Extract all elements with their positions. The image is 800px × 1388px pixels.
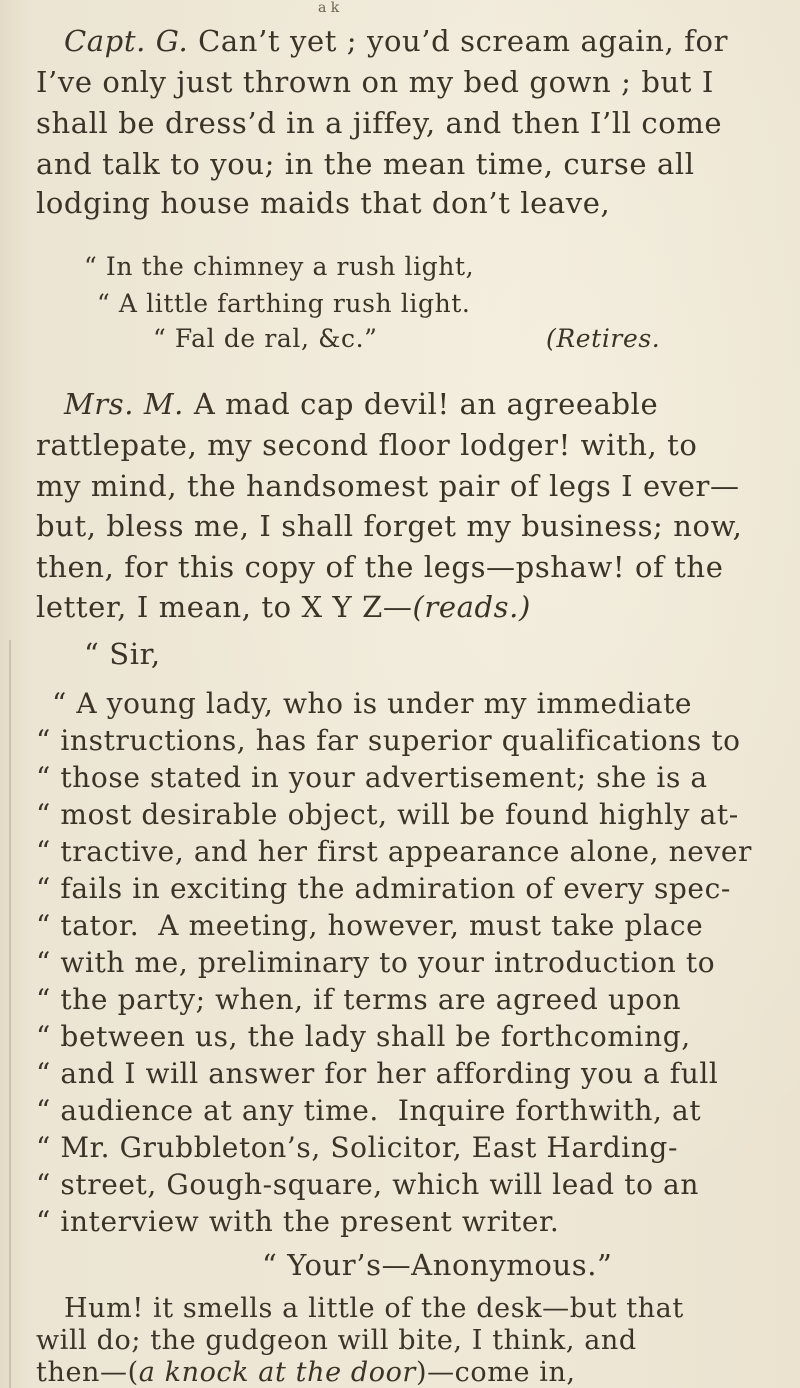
letter-line-11: “ and I will answer for her affording you a full <box>36 1057 719 1090</box>
paragraph-2-line-4: but, bless me, I shall forget my business; now, <box>36 509 743 543</box>
letter-line-4: “ most desirable object, will be found highly at- <box>36 798 739 831</box>
paragraph-3-line-1: Hum! it smells a little of the desk—but that <box>64 1293 684 1324</box>
paragraph-2-line-1: Mrs. M. A mad cap devil! an agreeable <box>64 387 659 421</box>
speaker-mrs-m: Mrs. M. <box>64 387 184 421</box>
top-printer-mark: a k <box>318 0 340 16</box>
letter-line-14: “ street, Gough-square, which will lead to an <box>36 1168 699 1201</box>
paragraph-1-line-5: lodging house maids that don’t leave, <box>36 186 611 220</box>
letter-line-7: “ tator. A meeting, however, must take place <box>36 909 704 942</box>
page-edge-line <box>9 640 11 1388</box>
letter-salutation: “ Sir, <box>84 637 161 671</box>
paragraph-1-line-1: Capt. G. Can’t yet ; you’d scream again, for <box>64 24 729 58</box>
stage-direction-reads: (reads.) <box>412 590 531 624</box>
letter-line-10: “ between us, the lady shall be forthcoming, <box>36 1020 691 1053</box>
paragraph-3-line-3: then—(a knock at the door)—come in, <box>36 1357 576 1388</box>
letter-line-9: “ the party; when, if terms are agreed upon <box>36 983 682 1016</box>
speaker-capt-g: Capt. G. <box>64 24 189 58</box>
paragraph-2-line-3: my mind, the handsomest pair of legs I ever— <box>36 469 740 503</box>
paragraph-2-line-2: rattlepate, my second floor lodger! with, to <box>36 428 698 462</box>
paragraph-3-line-2: will do; the gudgeon will bite, I think, and <box>36 1325 637 1356</box>
song-line-2: “ A little farthing rush light. <box>97 289 471 318</box>
song-line-3: “ Fal de ral, &c.” <box>153 324 378 353</box>
letter-line-3: “ those stated in your advertisement; she is a <box>36 761 708 794</box>
paragraph-1-line-4: and talk to you; in the mean time, curse all <box>36 147 695 181</box>
letter-line-5: “ tractive, and her first appearance alone, never <box>36 835 753 868</box>
paragraph-2-line-5: then, for this copy of the legs—pshaw! of the <box>36 550 724 584</box>
stage-direction-knock: a knock at the door <box>138 1357 416 1388</box>
letter-line-12: “ audience at any time. Inquire forthwith, at <box>36 1094 702 1127</box>
letter-signature: “ Your’s—Anonymous.” <box>262 1248 613 1282</box>
letter-line-2: “ instructions, has far superior qualifications to <box>36 724 741 757</box>
paragraph-1-line-3: shall be dress’d in a jiffey, and then I’ll come <box>36 106 723 140</box>
letter-line-1: “ A young lady, who is under my immediate <box>52 687 693 720</box>
paragraph-2-line-6: letter, I mean, to X Y Z—(reads.) <box>36 590 531 624</box>
letter-line-13: “ Mr. Grubbleton’s, Solicitor, East Harding- <box>36 1131 679 1164</box>
letter-line-15: “ interview with the present writer. <box>36 1205 560 1238</box>
song-line-1: “ In the chimney a rush light, <box>84 252 475 281</box>
paragraph-1-line-2: I’ve only just thrown on my bed gown ; but I <box>36 65 714 99</box>
letter-line-6: “ fails in exciting the admiration of every spec- <box>36 872 731 905</box>
letter-line-8: “ with me, preliminary to your introduction to <box>36 946 716 979</box>
stage-direction-retires: (Retires. <box>546 324 661 353</box>
